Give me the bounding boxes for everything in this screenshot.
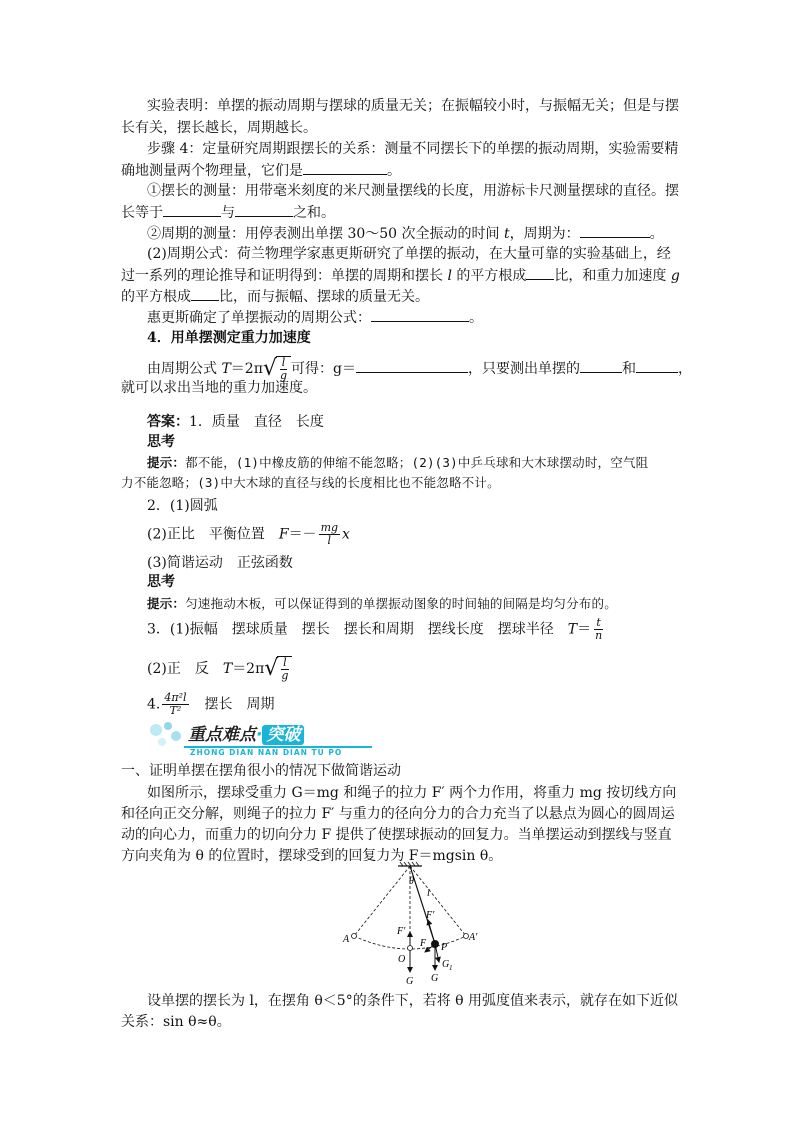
blank	[191, 286, 219, 301]
answer-line	[147, 412, 324, 432]
pendulum-ball	[431, 940, 439, 948]
blank	[356, 358, 468, 373]
answer-line: 2．(1)圆弧	[147, 498, 218, 514]
frac-num: 4π²l	[164, 691, 187, 704]
text: ，	[677, 361, 692, 377]
frac-den: l	[327, 534, 332, 547]
hint-label: 提示：	[147, 455, 186, 470]
text: 4.	[147, 696, 161, 713]
text: 之和。	[293, 205, 335, 221]
frac-den: g	[279, 369, 287, 382]
blank	[303, 160, 387, 175]
var: F	[278, 526, 289, 543]
var: x	[342, 526, 350, 543]
label-P: P	[441, 942, 448, 953]
text: ＝2π	[232, 661, 265, 677]
text: ，只要测出单摆的	[467, 361, 580, 377]
text: 匀速拖动木板，可以保证得到的单摆振动图象的时间轴的间隔是均匀分布的。	[185, 596, 617, 611]
frac-num: l	[281, 356, 286, 369]
blank	[580, 358, 622, 373]
text-line: 方向夹角为 θ 的位置时，摆球受到的回复力为 F＝mgsin θ。	[121, 848, 503, 864]
frac-num: l	[283, 656, 287, 669]
section-title: 4．用单摆测定重力加速度	[147, 330, 311, 346]
text: 的平方根成	[451, 268, 527, 284]
label-O: O	[398, 954, 406, 965]
answer-label: 答案：	[147, 414, 189, 430]
think-label: 思考	[147, 434, 175, 450]
right-extreme-string	[410, 866, 466, 936]
text: 比，和重力加速度	[554, 268, 671, 284]
banner-title-highlight: 突破	[262, 725, 304, 745]
text: 长等于	[121, 205, 163, 221]
label-F-prime-left: F′	[397, 926, 406, 937]
text-line	[147, 307, 483, 328]
hint-line	[147, 594, 617, 614]
text: 3．(1)振幅 摆球质量 摆长 摆长和周期 摆线长度 摆球半径	[147, 621, 568, 638]
blank	[235, 202, 293, 217]
section-title: 一、证明单摆在摆角很小的情况下做简谐运动	[121, 763, 401, 779]
label-G-left: G	[406, 976, 414, 987]
think-label: 思考	[147, 574, 175, 590]
answer-line	[147, 617, 606, 642]
text: 可得：g＝	[290, 361, 356, 377]
label-A: A	[343, 934, 350, 945]
label-G1-sub: 1	[449, 964, 453, 972]
equilibrium-ball	[408, 946, 413, 951]
text: 。	[387, 163, 401, 179]
text-line: 实验表明：单摆的振动周期与摆球的质量无关；在振幅较小时，与振幅无关；但是与摆	[147, 98, 679, 114]
text-line	[121, 265, 680, 286]
text-line: (2)周期公式：荷兰物理学家惠更斯研究了单摆的振动，在大量可靠的实验基础上，经	[147, 246, 671, 262]
var: g	[670, 268, 680, 284]
blank	[580, 223, 650, 238]
text: 都不能，(1)中橡皮筋的伸缩不能忽略；(2)(3)中乒乓球和大木球摆动时，空气阻	[185, 455, 649, 470]
left-extreme-ball	[352, 934, 357, 939]
hint-line	[147, 453, 648, 473]
answer-line	[147, 692, 275, 717]
answer-line: (3)简谐运动 正弦函数	[147, 555, 293, 571]
frac-den: n	[595, 629, 603, 642]
text-line: 如图所示，摆球受重力 G＝mg 和绳子的拉力 F′ 两个力作用，将重力 mg 按切线方向	[147, 785, 677, 801]
answer-line	[147, 522, 350, 547]
frac-num: mg	[320, 521, 339, 534]
text-line: ①摆长的测量：用带毫米刻度的米尺测量摆线的长度，用游标卡尺测量摆球的直径。摆	[147, 183, 679, 199]
banner-dot: ·	[256, 725, 263, 745]
text: 与	[221, 205, 235, 221]
ceiling-support	[398, 862, 422, 866]
text-line	[147, 223, 664, 244]
frac-den: T²	[169, 704, 182, 717]
frac-num: t	[596, 616, 601, 629]
text: 确地测量两个物理量，它们是	[121, 163, 303, 179]
blank	[371, 307, 469, 322]
text: 惠更斯确定了单摆振动的周期公式：	[147, 310, 371, 326]
label-F-prime-right: F′	[426, 910, 435, 921]
var: T	[567, 621, 578, 638]
text: 过一系列的理论推导和证明得到：单摆的周期和摆长	[121, 268, 448, 284]
blank	[636, 358, 678, 373]
var: l	[447, 268, 452, 284]
answer-line	[147, 656, 292, 682]
label-A-prime: A′	[469, 932, 478, 943]
text: (2)正比 平衡位置	[147, 526, 279, 543]
var: t	[503, 226, 510, 242]
text: ＝	[577, 621, 592, 638]
var: T	[221, 361, 231, 377]
text-line	[121, 286, 429, 307]
text: 和	[621, 361, 636, 377]
pendulum-diagram	[338, 860, 498, 990]
text: ＝－	[288, 526, 317, 543]
text-line: 步骤 4：定量研究周期跟摆长的关系：测量不同摆长下的单摆的振动周期，实验需要精	[147, 141, 679, 157]
section-banner	[146, 716, 386, 760]
frac-den: g	[281, 669, 289, 682]
text: ，周期为：	[509, 226, 580, 242]
text: 1．质量 直径 长度	[189, 414, 324, 430]
hint-line: 力不能忽略；(3)中大木球的直径与线的长度相比也不能忽略不计。	[121, 475, 500, 490]
label-G-right: G	[431, 973, 439, 984]
text: 摆长 周期	[190, 696, 275, 713]
text: ②周期的测量：用停表测出单摆 30～50 次全振动的时间	[147, 226, 504, 242]
text: 由周期公式	[147, 361, 222, 377]
var: T	[222, 661, 233, 677]
blank	[163, 202, 221, 217]
text-line: 和径向正交分解，则绳子的拉力 F′ 与重力的径向分力的合力充当了以悬点为圆心的圆周运	[121, 806, 675, 822]
label-G1: G	[442, 959, 450, 970]
text-line: 关系：sin θ≈θ。	[121, 1014, 231, 1030]
label-F: F	[420, 938, 427, 949]
text: 。	[649, 226, 664, 242]
text-line: 设单摆的摆长为 l，在摆角 θ＜5°的条件下，若将 θ 用弧度值来表示，就存在如下近似	[147, 993, 679, 1009]
text-line: 长有关，摆长越长，周期越长。	[121, 120, 317, 136]
text-line: 就可以求出当地的重力加速度。	[121, 380, 317, 396]
right-extreme-ball	[464, 934, 469, 939]
text-line	[121, 202, 335, 223]
sqrt: √ $\frac{l}{g}$	[264, 656, 292, 682]
banner-title: 重点难点	[188, 725, 256, 745]
text: (2)正 反	[147, 661, 223, 677]
text: 。	[469, 310, 483, 326]
hint-label: 提示：	[147, 596, 186, 611]
sqrt: √ $\frac{l}{g}$	[263, 356, 291, 382]
length-label: l	[427, 888, 430, 899]
text: ＝2π	[230, 361, 263, 377]
text: 的平方根成	[121, 289, 191, 305]
theta-label: θ	[409, 876, 414, 887]
text: 比，而与振幅、摆球的质量无关。	[219, 289, 429, 305]
text-line	[121, 160, 401, 181]
blank	[526, 265, 554, 280]
banner-pinyin: ZHONG DIAN NAN DIAN TU PO	[190, 748, 343, 757]
text-line: 动的向心力，而重力的切向分力 F 提供了使摆球振动的回复力。当单摆运动到摆线与竖直	[121, 827, 672, 843]
